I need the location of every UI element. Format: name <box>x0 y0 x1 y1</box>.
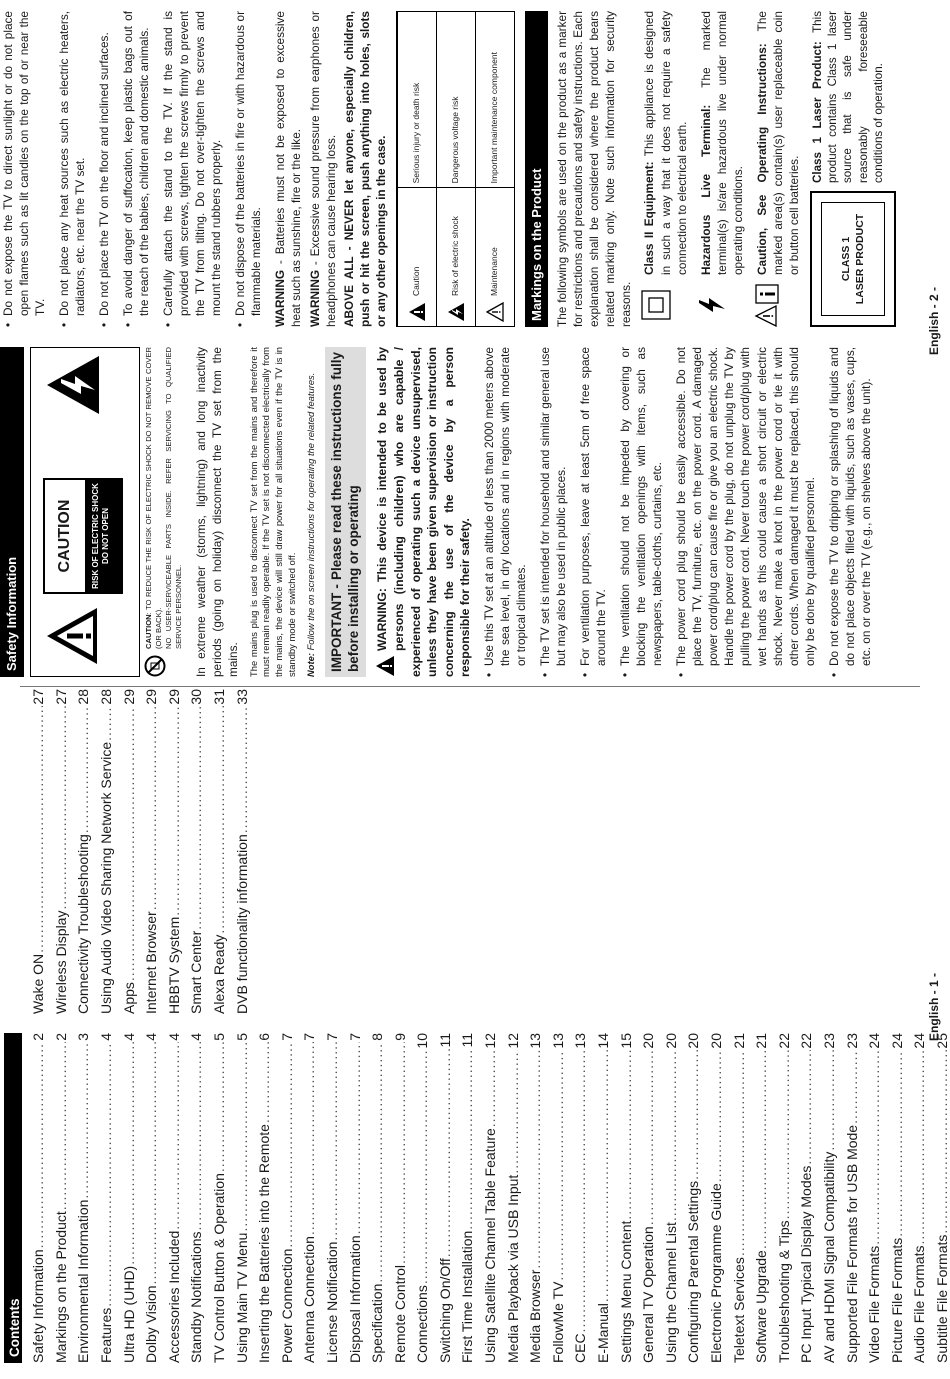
toc-entry-page: 12 <box>482 1033 499 1049</box>
contents-list-2 <box>24 689 250 1014</box>
shock-triangle-icon <box>447 302 465 322</box>
toc-entry-title: Electronic Programme Guide <box>708 1183 725 1363</box>
toc-entry-title: Inserting the Batteries into the Remote <box>256 1124 273 1363</box>
page-number-1: English - 1 - <box>927 972 941 1041</box>
toc-entry-page: 7 <box>278 1033 295 1041</box>
caution-op-text: The marked area(s) contain(s) user replaceable coin or button cell batteries. <box>754 11 801 275</box>
toc-entry[interactable] <box>589 1033 612 1363</box>
symbol-row-caution <box>397 12 437 327</box>
toc-leader-dots <box>235 706 250 834</box>
toc-entry-page: 7 <box>346 1033 363 1041</box>
toc-entry-title: Connections <box>414 1285 431 1363</box>
toc-entry-page: 24 <box>911 1033 928 1049</box>
toc-leader-dots <box>845 1050 860 1124</box>
bullet-item: • Do not expose the TV to dripping or splashing of liquids and do not place objects filled with liquids, such as vases, cups, etc. on or over the TV (e.g., on shelves above the unit). <box>826 347 874 677</box>
caution-label-box <box>30 347 140 677</box>
toc-leader-dots <box>415 1050 430 1285</box>
toc-leader-dots <box>912 1050 927 1245</box>
toc-entry[interactable] <box>182 1033 205 1363</box>
toc-leader-dots <box>573 1050 588 1333</box>
toc-entry[interactable] <box>114 689 137 1014</box>
toc-leader-dots <box>551 1050 566 1281</box>
double-square-icon <box>641 290 671 320</box>
toc-entry-page: 31 <box>210 689 227 705</box>
toc-leader-dots <box>777 1050 792 1220</box>
toc-leader-dots <box>325 1042 340 1241</box>
page-2 <box>0 0 950 685</box>
toc-entry[interactable] <box>318 1033 341 1363</box>
toc-entry[interactable] <box>521 1033 544 1363</box>
toc-entry-title: Accessories Included <box>165 1230 182 1363</box>
toc-entry-title: Subtitle File Formats <box>933 1234 950 1363</box>
toc-leader-dots <box>122 706 137 982</box>
warning-paragraph <box>374 347 474 677</box>
toc-entry[interactable] <box>860 1033 883 1363</box>
toc-entry[interactable] <box>340 1033 363 1363</box>
toc-entry[interactable] <box>431 1033 454 1363</box>
toc-entry-page: 20 <box>662 1033 679 1049</box>
toc-entry-title: Wake ON <box>30 953 47 1014</box>
toc-entry[interactable] <box>679 1033 702 1363</box>
toc-entry-title: FollowMe TV <box>549 1281 566 1363</box>
toc-entry-page: 4 <box>143 1033 160 1041</box>
toc-leader-dots <box>596 1050 611 1303</box>
toc-leader-dots <box>686 1050 701 1180</box>
battery-warning-text: - Batteries must not be exposed to excessive heat such as sunshine, fire or the like. <box>273 11 304 327</box>
contents-title: Contents <box>4 1033 22 1363</box>
toc-entry-title: Specification <box>369 1283 386 1363</box>
bullet-item: • Carefully attach the stand to the TV. If the stand is provided with screws, tighten the screws firmly to prevent the TV from tilting. Do not over-tighten the screws and mount the stand rubbers properly. <box>160 11 224 327</box>
toc-entry-page: 20 <box>640 1033 657 1049</box>
toc-entry[interactable] <box>724 1033 747 1363</box>
safety-paragraph-mains: The mains plug is used to disconnect TV set from the mains and therefore it must remain readily operable. If the TV set is not disconnected electrically from the mains, the device will still draw power for all situations even if the TV is in standby mode or switched off. <box>247 347 297 677</box>
toc-entry[interactable] <box>160 1033 183 1363</box>
toc-entry-page: 14 <box>595 1033 612 1049</box>
toc-entry[interactable] <box>47 1033 70 1363</box>
toc-entry-title: Video File Formats <box>866 1245 883 1363</box>
toc-entry-page: 7 <box>301 1033 318 1041</box>
toc-entry[interactable] <box>815 1033 838 1363</box>
toc-entry-page: 21 <box>730 1033 747 1049</box>
toc-entry-title: Ultra HD (UHD) <box>120 1265 137 1363</box>
toc-leader-dots <box>167 1042 182 1230</box>
bullet-item: • The power cord plug should be easily accessible. Do not place the TV, furniture, etc. on the power cord. A damaged power cord/plug can cause fire or give you an electric shock. Handle the power cord by the plug, do not unplug the TV by pulling the power cord. Never touch the power cord/plug with wet hands as this could cause a short circuit or electric shock. Never make a knot in the power cord or tie it with other cords. When damaged it must be replaced, this should only be done by qualified personnel. <box>673 347 817 677</box>
toc-entry[interactable] <box>544 1033 567 1363</box>
toc-entry-page: 4 <box>188 1033 205 1041</box>
toc-leader-dots <box>732 1050 747 1257</box>
note-label: Note: <box>305 653 317 677</box>
toc-entry[interactable] <box>883 1033 906 1363</box>
toc-entry-page: 29 <box>165 689 182 705</box>
toc-entry-title: Power Connection <box>278 1248 295 1363</box>
toc-leader-dots <box>302 1042 317 1235</box>
toc-entry-title: Smart Center <box>188 930 205 1014</box>
toc-leader-dots <box>235 1042 250 1232</box>
toc-entry-title: Using the Channel List <box>662 1222 679 1363</box>
toc-leader-dots <box>144 1042 159 1285</box>
toc-entry-title: Antenna Connection <box>301 1236 318 1363</box>
toc-leader-dots <box>280 1042 295 1248</box>
exclamation-triangle-icon <box>45 606 99 666</box>
toc-entry-title: Standby Notifications <box>188 1231 205 1363</box>
toc-entry-page: 23 <box>820 1033 837 1049</box>
warnings-bullet-list <box>0 11 264 327</box>
marking-laser <box>810 11 896 327</box>
laser-product-label <box>810 191 896 327</box>
toc-entry-title: Wireless Display <box>52 910 69 1014</box>
toc-entry-page: 24 <box>888 1033 905 1049</box>
toc-entry[interactable] <box>408 1033 431 1363</box>
toc-entry-title: Using Main TV Menu <box>233 1232 250 1363</box>
page-1 <box>0 689 950 1379</box>
toc-leader-dots <box>822 1050 837 1151</box>
toc-leader-dots <box>619 1050 634 1220</box>
toc-leader-dots <box>54 706 69 910</box>
toc-entry-page: 20 <box>708 1033 725 1049</box>
caution-plate <box>43 478 123 594</box>
toc-entry[interactable] <box>273 1033 296 1363</box>
toc-entry-title: License Notification <box>323 1241 340 1363</box>
toc-entry-page: 13 <box>572 1033 589 1049</box>
toc-entry-page: 25 <box>933 1033 950 1049</box>
toc-entry-title: Switching On/Off <box>436 1258 453 1363</box>
contents-column-1 <box>4 1033 950 1363</box>
warning-triangle-icon <box>375 655 395 677</box>
symbol-label: Maintenance <box>488 247 499 296</box>
toc-entry-page: 27 <box>52 689 69 705</box>
toc-leader-dots <box>99 706 114 741</box>
toc-leader-dots <box>799 1050 814 1165</box>
toc-entry-title: Connectivity Troubleshooting <box>75 834 92 1014</box>
toc-entry[interactable] <box>205 1033 228 1363</box>
marking-class2 <box>641 11 689 327</box>
toc-leader-dots <box>867 1050 882 1245</box>
toc-entry-page: 24 <box>866 1033 883 1049</box>
toc-entry-page: 13 <box>527 1033 544 1049</box>
toc-entry-title: Media Playback via USB Input <box>504 1174 521 1363</box>
toc-leader-dots <box>144 706 159 911</box>
above-all-warning: ABOVE ALL - NEVER let anyone, especially children, push or hit the screen, push anything into holes, slots or any other openings in the case. <box>341 11 388 327</box>
toc-leader-dots <box>754 1050 769 1250</box>
toc-entry[interactable] <box>47 689 70 1014</box>
class2-text: This appliance is designed in such a way that it does not require a safety connection to electrical earth. <box>642 10 689 275</box>
bullet-item: • Do not expose the TV to direct sunlight or do not place open flames such as lit candles on the top of or near the TV. <box>0 11 48 327</box>
caution-notice <box>144 347 185 677</box>
toc-entry-page: 27 <box>30 689 47 705</box>
toc-entry-page: 4 <box>120 1033 137 1041</box>
toc-leader-dots <box>76 1042 91 1199</box>
toc-entry-page: 11 <box>436 1033 453 1048</box>
toc-entry[interactable] <box>453 1033 476 1363</box>
toc-entry-page: 2 <box>30 1033 47 1041</box>
toc-entry[interactable] <box>770 1033 793 1363</box>
toc-leader-dots <box>189 706 204 930</box>
caution-triangle-icon <box>408 302 426 322</box>
toc-entry[interactable] <box>92 689 115 1014</box>
symbol-label: Risk of electric shock <box>449 216 460 296</box>
bullet-item: • Do not place the TV on the floor and inclined surfaces. <box>96 11 112 327</box>
toc-entry[interactable] <box>69 689 92 1014</box>
toc-entry[interactable] <box>205 689 228 1014</box>
toc-entry[interactable] <box>905 1033 928 1363</box>
toc-leader-dots <box>212 1042 227 1172</box>
safety-title: Safety Information <box>0 347 24 677</box>
toc-entry[interactable] <box>476 1033 499 1363</box>
contents-column-2 <box>4 689 250 1014</box>
toc-leader-dots <box>257 1042 272 1123</box>
toc-entry[interactable] <box>295 1033 318 1363</box>
toc-entry-title: Using Audio Video Sharing Network Service <box>97 741 114 1014</box>
lightning-bolt-icon <box>698 295 726 315</box>
toc-entry-page: 20 <box>685 1033 702 1049</box>
toc-entry-title: Features <box>97 1307 114 1363</box>
symbol-description: Important maintenance component <box>475 12 514 188</box>
symbol-label: Caution <box>410 266 421 296</box>
toc-entry-page: 7 <box>323 1033 340 1041</box>
toc-leader-dots <box>664 1050 679 1222</box>
safety-bullet-list <box>481 347 874 677</box>
toc-entry[interactable] <box>24 689 47 1014</box>
toc-entry-page: 15 <box>617 1033 634 1049</box>
toc-leader-dots <box>460 1049 475 1230</box>
toc-entry[interactable] <box>227 1033 250 1363</box>
toc-leader-dots <box>709 1050 724 1183</box>
toc-entry-page: 33 <box>233 689 250 705</box>
contents-list-1 <box>24 1033 950 1363</box>
toc-leader-dots <box>528 1050 543 1269</box>
toc-entry-title: Picture File Formats <box>888 1237 905 1363</box>
caution-instructions-icon <box>754 283 780 327</box>
toc-entry-page: 28 <box>75 689 92 705</box>
toc-leader-dots <box>890 1050 905 1237</box>
toc-entry-title: Internet Browser <box>143 911 160 1014</box>
safety-paragraph-weather: In extreme weather (storms, lightning) and long inactivity periods (going on holiday) disconnect the TV set from the mains. <box>193 347 240 677</box>
toc-entry-page: 13 <box>549 1033 566 1049</box>
toc-entry[interactable] <box>566 1033 589 1363</box>
toc-entry[interactable] <box>182 689 205 1014</box>
toc-entry-page: 11 <box>459 1033 476 1048</box>
toc-entry[interactable] <box>657 1033 680 1363</box>
toc-entry-page: 28 <box>97 689 114 705</box>
toc-leader-dots <box>370 1042 385 1283</box>
laser-text: This product contains Class 1 laser source that is safe under reasonably foreseeable conditions of operation. <box>810 11 885 183</box>
toc-entry-title: Apps <box>120 982 137 1014</box>
caution-plate-subtitle: RISK OF ELECTRIC SHOCK DO NOT OPEN <box>90 483 111 589</box>
warning-label: WARNING: <box>375 588 390 651</box>
page-divider <box>20 686 920 687</box>
toc-leader-dots <box>393 1042 408 1264</box>
bullet-item: • Use this TV set at an altitude of less than 2000 meters above the sea level, in dry locations and in regions with moderate or tropical climates. <box>481 347 529 677</box>
symbol-table <box>396 11 515 327</box>
toc-entry-title: Troubleshooting & Tips <box>775 1220 792 1363</box>
toc-leader-dots <box>31 706 46 953</box>
toc-entry-page: 22 <box>775 1033 792 1049</box>
toc-entry-page: 2 <box>52 1033 69 1041</box>
toc-entry-title: Markings on the Product <box>52 1211 69 1363</box>
toc-entry[interactable] <box>928 1033 950 1363</box>
toc-entry-page: 4 <box>97 1033 114 1041</box>
toc-entry-title: Environmental Information <box>75 1199 92 1363</box>
markings-intro: The following symbols are used on the product as a marker for restrictions and precautions and safety instructions. Each explanation shall be considered where the product bears related marking only. Note such information for security reasons. <box>555 11 634 327</box>
symbol-description: Dangerous voltage risk <box>436 12 475 188</box>
caution-plate-title: CAUTION <box>45 480 85 592</box>
hazard-label: Hazardous Live Terminal: <box>698 104 713 275</box>
toc-entry-title: Safety Information <box>30 1249 47 1363</box>
toc-entry-title: HBBTV System <box>165 916 182 1014</box>
toc-entry-title: E-Manual <box>595 1303 612 1363</box>
bullet-item: • Do not dispose of the batteries in fire or with hazardous or flammable materials. <box>232 11 264 327</box>
toc-entry[interactable] <box>24 1033 47 1363</box>
toc-entry[interactable] <box>702 1033 725 1363</box>
toc-entry-title: TV Control Button & Operation <box>210 1173 227 1363</box>
toc-entry-title: Dolby Vision <box>143 1285 160 1363</box>
no-access-icon <box>144 655 166 677</box>
toc-entry[interactable] <box>250 1033 273 1363</box>
toc-leader-dots <box>506 1050 521 1174</box>
bullet-item: • Do not place any heat sources such as electric heaters, radiators, etc. near the TV set. <box>56 11 88 327</box>
toc-leader-dots <box>348 1042 363 1235</box>
bullet-item: • To avoid danger of suffocation, keep plastic bags out of the reach of the babies, children and domestic animals. <box>120 11 152 327</box>
toc-leader-dots <box>31 1042 46 1249</box>
toc-entry[interactable] <box>837 1033 860 1363</box>
caution-notice-text: : TO REDUCE THE RISK OF ELECTRIC SHOCK DO NOT REMOVE COVER (OR BACK). NO USER-SERVICEABLE PARTS INSIDE. REFER SERVICING TO QUALIFIED SERVICE PERSONNEL. <box>143 347 184 649</box>
toc-entry-title: AV and HDMI Signal Compatibility <box>820 1151 837 1363</box>
toc-entry-page: 29 <box>120 689 137 705</box>
toc-entry[interactable] <box>137 1033 160 1363</box>
toc-entry-page: 29 <box>143 689 160 705</box>
toc-entry-title: Media Browser <box>527 1269 544 1363</box>
symbol-description: Serious injury or death risk <box>397 12 437 188</box>
toc-entry[interactable] <box>92 1033 115 1363</box>
toc-entry-title: Software Upgrade <box>753 1250 770 1363</box>
marking-hazard <box>698 11 746 327</box>
note-text: Follow the on screen instructions for operating the related features. <box>305 372 317 654</box>
hazard-text: The marked terminal(s) is/are hazardous live under normal operating conditions. <box>698 11 745 275</box>
warnings-column <box>0 11 896 327</box>
important-banner: IMPORTANT - Please read these instructions fully before installing or operating <box>325 347 367 677</box>
toc-entry-page: 10 <box>414 1033 431 1049</box>
toc-entry[interactable] <box>363 1033 386 1363</box>
symbol-row-maintenance <box>475 12 514 327</box>
toc-entry-title: General TV Operation <box>640 1226 657 1363</box>
bullet-item: • The ventilation should not be impeded by covering or blocking the ventilation openings with items, such as newspapers, table-cloths, curtains, etc. <box>617 347 665 677</box>
marking-caution-op <box>754 11 802 327</box>
bullet-item: • For ventilation purposes, leave at least 5cm of free space around the TV. <box>577 347 609 677</box>
toc-entry-title: Configuring Parental Settings <box>685 1180 702 1363</box>
toc-entry-title: Using Satellite Channel Table Feature <box>482 1128 499 1363</box>
toc-leader-dots <box>438 1049 453 1258</box>
toc-leader-dots <box>212 706 227 934</box>
page-number-2: English - 2 - <box>927 286 941 355</box>
toc-leader-dots <box>122 1042 137 1265</box>
toc-leader-dots <box>189 1042 204 1231</box>
lightning-triangle-icon <box>45 354 101 416</box>
battery-warning-label: WARNING <box>273 269 288 327</box>
toc-entry-title: CEC <box>572 1333 589 1363</box>
toc-entry-page: 8 <box>369 1033 386 1041</box>
caution-notice-label: CAUTION <box>143 614 153 649</box>
maintenance-triangle-icon <box>486 302 504 322</box>
toc-leader-dots <box>76 706 91 834</box>
toc-entry-title: Disposal Information <box>346 1235 363 1363</box>
toc-entry-page: 12 <box>504 1033 521 1049</box>
toc-leader-dots <box>167 706 182 916</box>
toc-leader-dots <box>54 1042 69 1210</box>
caution-op-label: Caution, See Operating Instructions: <box>754 43 769 275</box>
laser-box-line-2: LASER PRODUCT <box>853 213 866 305</box>
toc-leader-dots <box>935 1050 950 1234</box>
toc-entry-page: 6 <box>256 1033 273 1041</box>
toc-entry-page: 3 <box>75 1033 92 1041</box>
toc-entry-page: 23 <box>843 1033 860 1049</box>
toc-entry-page: 5 <box>233 1033 250 1041</box>
toc-entry-title: Remote Control <box>391 1264 408 1363</box>
toc-entry-title: Supported File Formats for USB Mode <box>843 1124 860 1363</box>
safety-column <box>0 347 882 677</box>
toc-entry-page: 5 <box>210 1033 227 1041</box>
toc-entry-title: First Time Installation <box>459 1230 476 1363</box>
toc-entry[interactable] <box>498 1033 521 1363</box>
toc-entry-page: 4 <box>165 1033 182 1041</box>
bullet-item: • The TV set is intended for household and similar general use but may also be used in public places. <box>537 347 569 677</box>
warning-text: This device is intended to be used by persons (including children) who are capable / experienced of operating such a device unsupervised, unless they have been given supervision or instruction concerning the use of the device by a person responsible for their safety. <box>375 347 473 677</box>
toc-entry-title: Teletext Services <box>730 1257 747 1363</box>
symbol-row-shock <box>436 12 475 327</box>
toc-entry[interactable] <box>114 1033 137 1363</box>
toc-leader-dots <box>483 1050 498 1128</box>
toc-entry[interactable] <box>792 1033 815 1363</box>
class2-label: Class II Equipment: <box>642 161 657 275</box>
toc-entry-title: PC Input Typical Display Modes <box>798 1165 815 1363</box>
toc-entry[interactable] <box>137 689 160 1014</box>
toc-entry[interactable] <box>386 1033 409 1363</box>
toc-leader-dots <box>99 1042 114 1307</box>
toc-entry[interactable] <box>611 1033 634 1363</box>
toc-entry-page: 21 <box>753 1033 770 1049</box>
toc-entry[interactable] <box>69 1033 92 1363</box>
sound-warning-label: WARNING <box>307 269 322 327</box>
markings-title: Markings on the Product <box>525 11 549 327</box>
toc-entry-page: 30 <box>188 689 205 705</box>
laser-label: Class 1 Laser Product: <box>810 41 824 183</box>
toc-entry-title: Settings Menu Content <box>617 1220 634 1363</box>
toc-entry[interactable] <box>634 1033 657 1363</box>
laser-box-line-1: CLASS 1 <box>839 236 852 282</box>
toc-entry-title: Audio File Formats <box>911 1245 928 1363</box>
sound-warning-text: - Excessive sound pressure from earphones or headphones can cause hearing loss. <box>307 11 338 327</box>
toc-leader-dots <box>641 1050 656 1226</box>
toc-entry-title: Alexa Ready <box>210 934 227 1014</box>
toc-entry[interactable] <box>160 689 183 1014</box>
toc-entry-title: DVB functionality information <box>233 834 250 1014</box>
toc-entry-page: 9 <box>391 1033 408 1041</box>
toc-entry[interactable] <box>747 1033 770 1363</box>
toc-entry[interactable] <box>227 689 250 1014</box>
toc-entry-page: 22 <box>798 1033 815 1049</box>
